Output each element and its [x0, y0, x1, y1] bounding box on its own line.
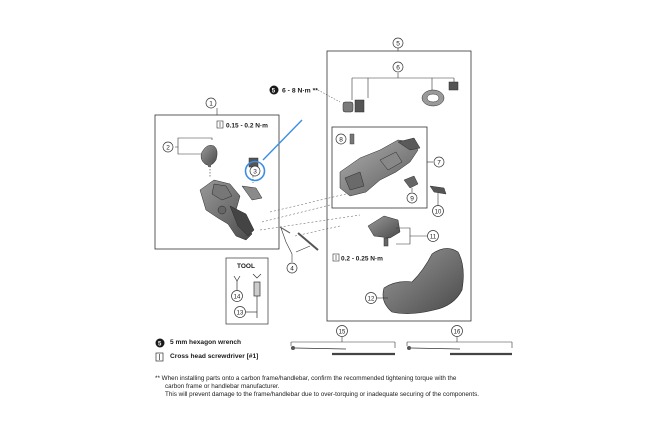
callout-13 — [235, 307, 246, 318]
callout-16 — [452, 326, 463, 337]
leader-line — [291, 337, 512, 348]
callout-11 — [428, 231, 439, 242]
callout-9 — [407, 193, 417, 203]
callout-label: 9 — [410, 195, 414, 203]
part-6-clamp — [343, 82, 458, 112]
hex-icon-label: 5 — [158, 341, 162, 348]
legend-screwdriver: Cross head screwdriver [#1] — [170, 353, 259, 360]
leader-line — [318, 90, 340, 102]
callout-label: 12 — [367, 296, 375, 303]
callout-3 — [250, 166, 260, 176]
callout-label: 4 — [290, 265, 294, 273]
part-9-pawl — [404, 176, 418, 188]
hex-wrench-legend-icon — [156, 339, 165, 348]
callout-label: 13 — [236, 310, 244, 317]
callout-label: 7 — [437, 159, 441, 167]
callout-1 — [206, 98, 216, 108]
part-15-inner-cable — [291, 346, 395, 354]
tool-14-insert — [234, 276, 240, 290]
tool-13-driver — [246, 274, 261, 318]
tool-box-label: TOOL — [237, 263, 255, 270]
callout-14 — [232, 291, 243, 302]
hex-icon-label: 5 — [271, 88, 276, 95]
callout-2 — [163, 142, 173, 152]
part-10-screw — [430, 186, 446, 194]
part-16-inner-cable — [407, 346, 512, 354]
part-11-mechanism — [368, 216, 400, 246]
torque-label-3: 6 - 8 N·m ** — [282, 87, 318, 95]
callout-label: 2 — [166, 144, 170, 152]
callout-4 — [287, 263, 297, 273]
callout-6 — [393, 62, 403, 72]
callout-label: 5 — [396, 40, 400, 48]
callout-label: 1 — [209, 100, 213, 108]
torque-label-1: 0.15 - 0.2 N·m — [226, 122, 268, 130]
callout-label: 3 — [253, 168, 257, 176]
callout-15 — [337, 326, 348, 337]
part-4-pins — [280, 227, 318, 250]
callout-10 — [433, 206, 444, 217]
guide-lines — [260, 193, 360, 236]
callout-label: 16 — [453, 329, 461, 336]
legend-hex-wrench: 5 mm hexagon wrench — [170, 339, 242, 346]
part-8-pin — [350, 134, 354, 144]
callout-label: 14 — [233, 294, 241, 301]
callout-label: 8 — [339, 136, 343, 144]
part-12-hood — [383, 248, 463, 313]
screw — [208, 162, 211, 167]
callout-5 — [393, 38, 403, 48]
callout-label: 15 — [338, 329, 346, 336]
footnote-line-3: This will prevent damage to the frame/handlebar due to over-torquing or inadequate securing of the components. — [165, 391, 479, 398]
callout-12 — [366, 293, 377, 304]
hex-wrench-icon — [270, 86, 279, 95]
part-1-shifter-assembly — [200, 180, 262, 240]
torque-label-2: 0.2 - 0.25 N·m — [341, 255, 383, 263]
footnote-line-2: carbon frame or handlebar manufacturer. — [165, 383, 280, 390]
highlight-arrow — [263, 120, 302, 160]
callout-label: 6 — [396, 64, 400, 72]
callout-8 — [336, 134, 346, 144]
part-7-lever-body — [340, 138, 420, 196]
leader-line — [396, 228, 427, 244]
footnote-line-1: ** When installing parts onto a carbon frame/handlebar, confirm the recommended tightening torque with the — [155, 375, 457, 382]
callout-label: 10 — [434, 209, 442, 216]
callout-label: 11 — [429, 234, 437, 241]
leader-line — [281, 228, 310, 262]
screwdriver-legend-icon — [156, 353, 163, 361]
callout-7 — [434, 157, 444, 167]
